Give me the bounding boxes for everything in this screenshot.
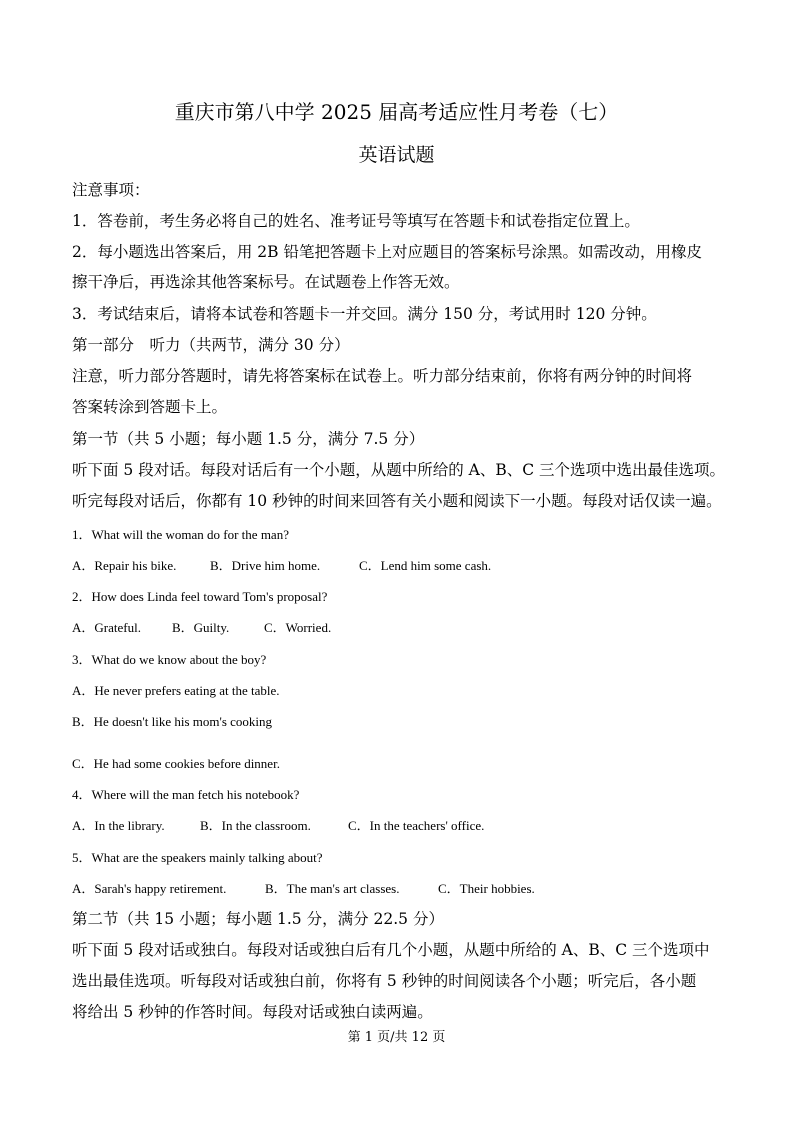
question-5: 5．What are the speakers mainly talking about? xyxy=(72,850,323,865)
option-c: C．He had some cookies before dinner. xyxy=(72,756,280,771)
question-4: 4．Where will the man fetch his notebook? xyxy=(72,787,300,802)
page-number: 第 1 页/共 12 页 xyxy=(347,1030,446,1045)
option-c: C．Lend him some cash. xyxy=(359,558,492,573)
part1-title: 第一部分 听力（共两节，满分 30 分） xyxy=(72,336,350,354)
option-b: B．In the classroom. xyxy=(200,818,311,833)
option-a: A．Repair his bike. xyxy=(72,558,177,573)
option-b: B．He doesn't like his mom's cooking xyxy=(72,714,273,729)
question-1-options xyxy=(72,555,491,574)
exam-title: 重庆市第八中学 2025 届高考适应性月考卷（七） xyxy=(174,100,619,124)
part1-note: 答案转涂到答题卡上。 xyxy=(72,398,228,416)
note-item: 擦干净后，再选涂其他答案标号。在试题卷上作答无效。 xyxy=(72,273,460,291)
option-c: C．Worried. xyxy=(264,620,332,635)
note-item: 1．答卷前，考生务必将自己的姓名、准考证号等填写在答题卡和试卷指定位置上。 xyxy=(72,212,640,230)
section2-instruction: 听下面 5 段对话或独白。每段对话或独白后有几个小题，从题中所给的 A、B、C 三个选项中 xyxy=(72,941,710,959)
exam-subject: 英语试题 xyxy=(358,144,435,166)
notes-heading: 注意事项： xyxy=(72,181,150,199)
section2-title: 第二节（共 15 小题；每小题 1.5 分，满分 22.5 分） xyxy=(72,910,444,928)
note-item: 3．考试结束后，请将本试卷和答题卡一并交回。满分 150 分，考试用时 120 分钟。 xyxy=(72,305,657,323)
note-item: 2．每小题选出答案后，用 2B 铅笔把答题卡上对应题目的答案标号涂黑。如需改动，用橡皮 xyxy=(72,243,702,261)
option-a: A．In the library. xyxy=(72,818,165,833)
part1-note: 注意，听力部分答题时，请先将答案标在试卷上。听力部分结束前，你将有两分钟的时间将 xyxy=(72,367,693,385)
option-c: C．In the teachers' office. xyxy=(348,818,485,833)
option-a: A．Grateful. xyxy=(72,620,141,635)
question-3: 3．What do we know about the boy? xyxy=(72,652,267,667)
option-a: A．He never prefers eating at the table. xyxy=(72,683,280,698)
option-c: C．Their hobbies. xyxy=(438,881,535,896)
section1-instruction: 听下面 5 段对话。每段对话后有一个小题，从题中所给的 A、B、C 三个选项中选出最佳选项。 xyxy=(72,461,726,479)
question-2: 2．How does Linda feel toward Tom's proposal? xyxy=(72,589,328,604)
section2-instruction: 将给出 5 秒钟的作答时间。每段对话或独白读两遍。 xyxy=(72,1003,433,1021)
section2-instruction: 选出最佳选项。听每段对话或独白前，你将有 5 秒钟的时间阅读各个小题；听完后，各小题 xyxy=(72,972,697,990)
section1-instruction: 听完每段对话后，你都有 10 秒钟的时间来回答有关小题和阅读下一小题。每段对话仅读一遍。 xyxy=(72,492,722,510)
question-2-options xyxy=(72,617,331,636)
option-b: B．The man's art classes. xyxy=(265,881,400,896)
section1-title: 第一节（共 5 小题；每小题 1.5 分，满分 7.5 分） xyxy=(72,430,425,448)
option-b: B．Guilty. xyxy=(172,620,230,635)
question-4-options xyxy=(72,815,484,834)
question-1: 1．What will the woman do for the man? xyxy=(72,527,289,542)
option-b: B．Drive him home. xyxy=(210,558,321,573)
option-a: A．Sarah's happy retirement. xyxy=(72,881,227,896)
question-5-options xyxy=(72,878,535,897)
